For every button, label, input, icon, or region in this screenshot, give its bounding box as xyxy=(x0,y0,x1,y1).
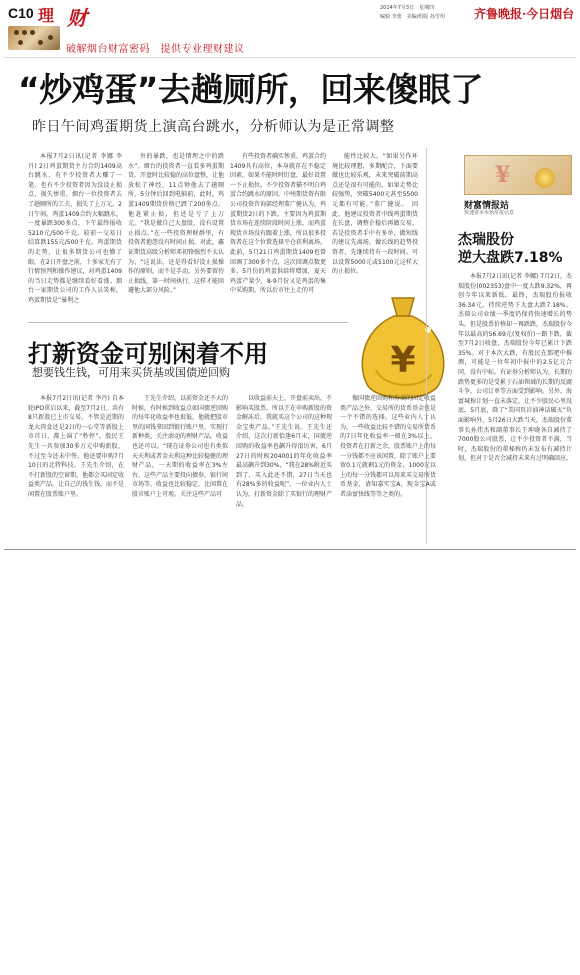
article1-text: 本报7月2日讯(记者 李娜 李丹) 2日鸡蛋期货主力合约1409高台跳水，有不少投资者大赚了一笔，也有不少投资者因为没设止损点，损失惨重。烟台一位投资者去了趟厕所的工夫，损失了上万元。2日午间，鸡蛋1409合约大幅跳水，一度暴跌300多点，下午最终报收5210元/500千克。较前一交易日结算跌155元/500千克。鸡蛋期货的走势，让很多期货公司也懵了眼，在2日开盘之前，十多家无有了行情预判和操作建议，对鸡蛋1409的当日走势都是继续看好看涨。烟台一家期货公司的工作人员笑称，鸡蛋期货是“暴利之 xyxy=(28,153,122,304)
section-label: 理 xyxy=(38,6,57,25)
article1-text: 能性比较大。“如果另作环境比较理想，多期配合，下面要做也比较乐观，未来突破前期高点还是很有可能的，如果走势比较强势，突破5400元甚至5500元都有可能。”董广健说。 因此，他建议投资者中线鸡蛋期货在长盘，调整企稳后再做交易，若是投资者手中有多单，做短线的建议先离场，做长线的趋势投资者，先继续持有一段时间。可以设置5000元或5100元这样大的止损位。 xyxy=(332,153,418,276)
sidebar-body xyxy=(458,272,572,542)
article2-text: 以收益前天上，开盘前卖出，不影响买股票，所以王在申购新股的资金解冻后，我就买这个公司的这种现金宝类产品。”王先生说。王先生还介绍，这次打新恰逢6月末，国债逆回购的收益率也飙升得很厉害，6月27日的时候204001的年化收益率最高飙升到30%，“我在28%附近买到了，买入此还不错，27日当天也有28%多的收益呢”。一位业内人士认为，打新资金除了买银行的理财产品， xyxy=(236,395,332,508)
stock-headline: 杰瑞股份 xyxy=(458,232,514,248)
second-headline: 打新资金可别闲着不用 xyxy=(28,340,268,368)
article1-text: 有些投资者确实惨重，鸡蛋合约1409具有高位，本身就存在不稳定因素，如果不能时时盯盘，最好设置一下止损位。不少投资者猫不明白鸡蛋合约跳水的原因，中州期货资有限公司投资咨询部经理董广健认为，鸡蛋期货2日的下跌，主要因为鸡蛋期货市场在连续阶段时间上涨，而鸡蛋现货市场没有跟着上涨，所以很多投资者在这个位置选择平仓获利离场。此前，5月21日鸡蛋期货1409也曾回调了300多个点，这次回调点数更多，5月份的鸡蛋供给将增加，夏天鸡蛋产量少，8-9月份又是鸡蛋的集中采购期，所以后市往上走的可 xyxy=(230,153,326,295)
flash-title: 财富情报站 xyxy=(464,201,510,211)
svg-text:¥: ¥ xyxy=(390,340,416,381)
stock-headline-move: 逆大盘跌7.18% xyxy=(458,250,563,266)
article2-text: 王先生介绍，以前资金还不大的时候，有时候到收益点如国债逆回购的每年化收益率也很低，他就把股市里的闲钱拿回到银行账户里，实现打新种类，关注滚动的理财产品，收益也还可以。“现在证券公司也有类似天天利或者金天利这种比较稳健的理财产品，一天期的收益率在3%左右，这些产品主要投向债券，银行间市场等，收益也比较稳定，比闲置在股市账户上可观。关注这些产品可 xyxy=(132,395,228,498)
flash-subtitle: 快速资本市场常报信息 xyxy=(464,210,515,216)
main-headline: “炒鸡蛋”去趟厕所，回来傻眼了 xyxy=(18,70,483,109)
gold-coin-icon: ¥ xyxy=(495,162,511,188)
page-number: C10 xyxy=(8,5,34,21)
section-mark: 财 xyxy=(67,6,87,30)
masthead xyxy=(4,2,576,30)
staff-line: 编辑 李蕾 美编/组版 孙雪玥 xyxy=(380,14,445,20)
section-banner xyxy=(4,24,576,58)
newspaper-page xyxy=(4,2,576,550)
article1-column-1 xyxy=(28,152,122,332)
article2-column-2 xyxy=(132,394,228,544)
section-slogan: 破解烟台财富密码 提供专业理财建议 xyxy=(66,44,245,55)
article1-column-3 xyxy=(230,152,326,332)
main-subhead: 昨日午间鸡蛋期货上演高台跳水，分析师认为是正常调整 xyxy=(32,119,395,135)
article2-column-1 xyxy=(28,394,124,544)
article1-column-4 xyxy=(332,152,418,302)
article2-column-3 xyxy=(236,394,332,544)
article-divider xyxy=(28,322,348,323)
article1-column-2 xyxy=(128,152,224,332)
article2-text: 本报7月2日讯(记者 李丹) 自本轮IPO重启以来，截至7月2日，共有8只新股已上市交易，不管是近期的龙大肉食还是2日的一心堂等新股上市首日，都上演了“秒停”。股民王先生一共参加30多万元申购新股，不过至今还未中签，他还要申购7月10日的北特科技。王先生介绍，在不打新股的空窗期，他都会买固定收益类产品，让自己的钱生钱，而不是闲置在股票账户里。 xyxy=(28,395,124,498)
news-flash-image xyxy=(464,155,572,195)
paper-name: 齐鲁晚报·今日烟台 xyxy=(474,7,575,21)
date-line: 2014年7月3日 星期四 xyxy=(380,5,435,11)
abacus-icon xyxy=(8,26,60,50)
coin-icon xyxy=(535,168,555,188)
sidebar-text: 本报7月2日讯(记者 李娜) 7月2日，杰瑞股份(002353)盘中一度大跌9.32%，再创今年以来新低。最终，杰瑞股份报收36.34元，持续逆势下大盘大跌7.18%。杰瑞公司业绩一季度仍保持快速增长的势头，但是股票价格却一再跌跌，杰瑞股份今年以最高的56.69元(复权价)一路下跌，截至7月2日收盘，杰瑞股份今年已累计下跌35%。对于本次大跌，有股民在那吧中推测，可能是一位年初中报中的2.5亿元合同，没有中标。有证券分析师认为，长期的跌势更多的是受累于石油领域的长期的反腐斗争，公司订单等方面受到影响。另外，海富城称计划一直未落定，让不少股民心里没底，5月底，除了“美国页岩油神话破灭”负面影响外，5月26日大跌当天，杰瑞股份董事长孙伟杰和副董事长王坤晓各自减持了7000股公司股票，让不少投资者不满，当时，杰瑞股份的董秘称仍未发布有减持计划，但对于是否会减持未来有过明确回应。 xyxy=(458,273,572,463)
article2-column-4 xyxy=(340,394,436,544)
second-subhead: 想要钱生钱，可用来买货基或国债逆回购 xyxy=(32,366,230,379)
article1-text: 外的暴跌，也是情理之中的跌水”。烟台的投资者一直看多鸡蛋期货，开盘时比较稳的高位盘整，让他放松了神经，11点钟他去了趟厕所，5分钟后回到电脑前，此时，鸡蛋1409期货价格已跌了200多点，他赶紧止损，但还是亏了上万元。“我是做自己大盘股，没有设置止损点。”在一些投资理财群里，有投资者抱怨没有时间止损，对此，鑫证期货高级分析师邓初锋强烈不太认为，“这说法，还是得看好设止损操作的原则，而不是手动，另外要留待止损线，第一时间执行，这样才能回避他大部分风险。” xyxy=(128,153,224,295)
article2-text: 像国债逆回购和券商的固定收益类产品之外，交易所的货币基金也是一个不错的选择。这些业内人士认为，一些收益比较不错的交易所货币的7日年化收益率一般在3%以上，投资者在打新之余，股票账户上的每一分钱都不应该闲置，除了账户上要留0.1元就剩1元的资金，1000元以上的每一分钱都可以用来买交易所货币基金，请知嘉实宝A、现金宝A或者添富快线等等之类的。 xyxy=(340,395,436,498)
